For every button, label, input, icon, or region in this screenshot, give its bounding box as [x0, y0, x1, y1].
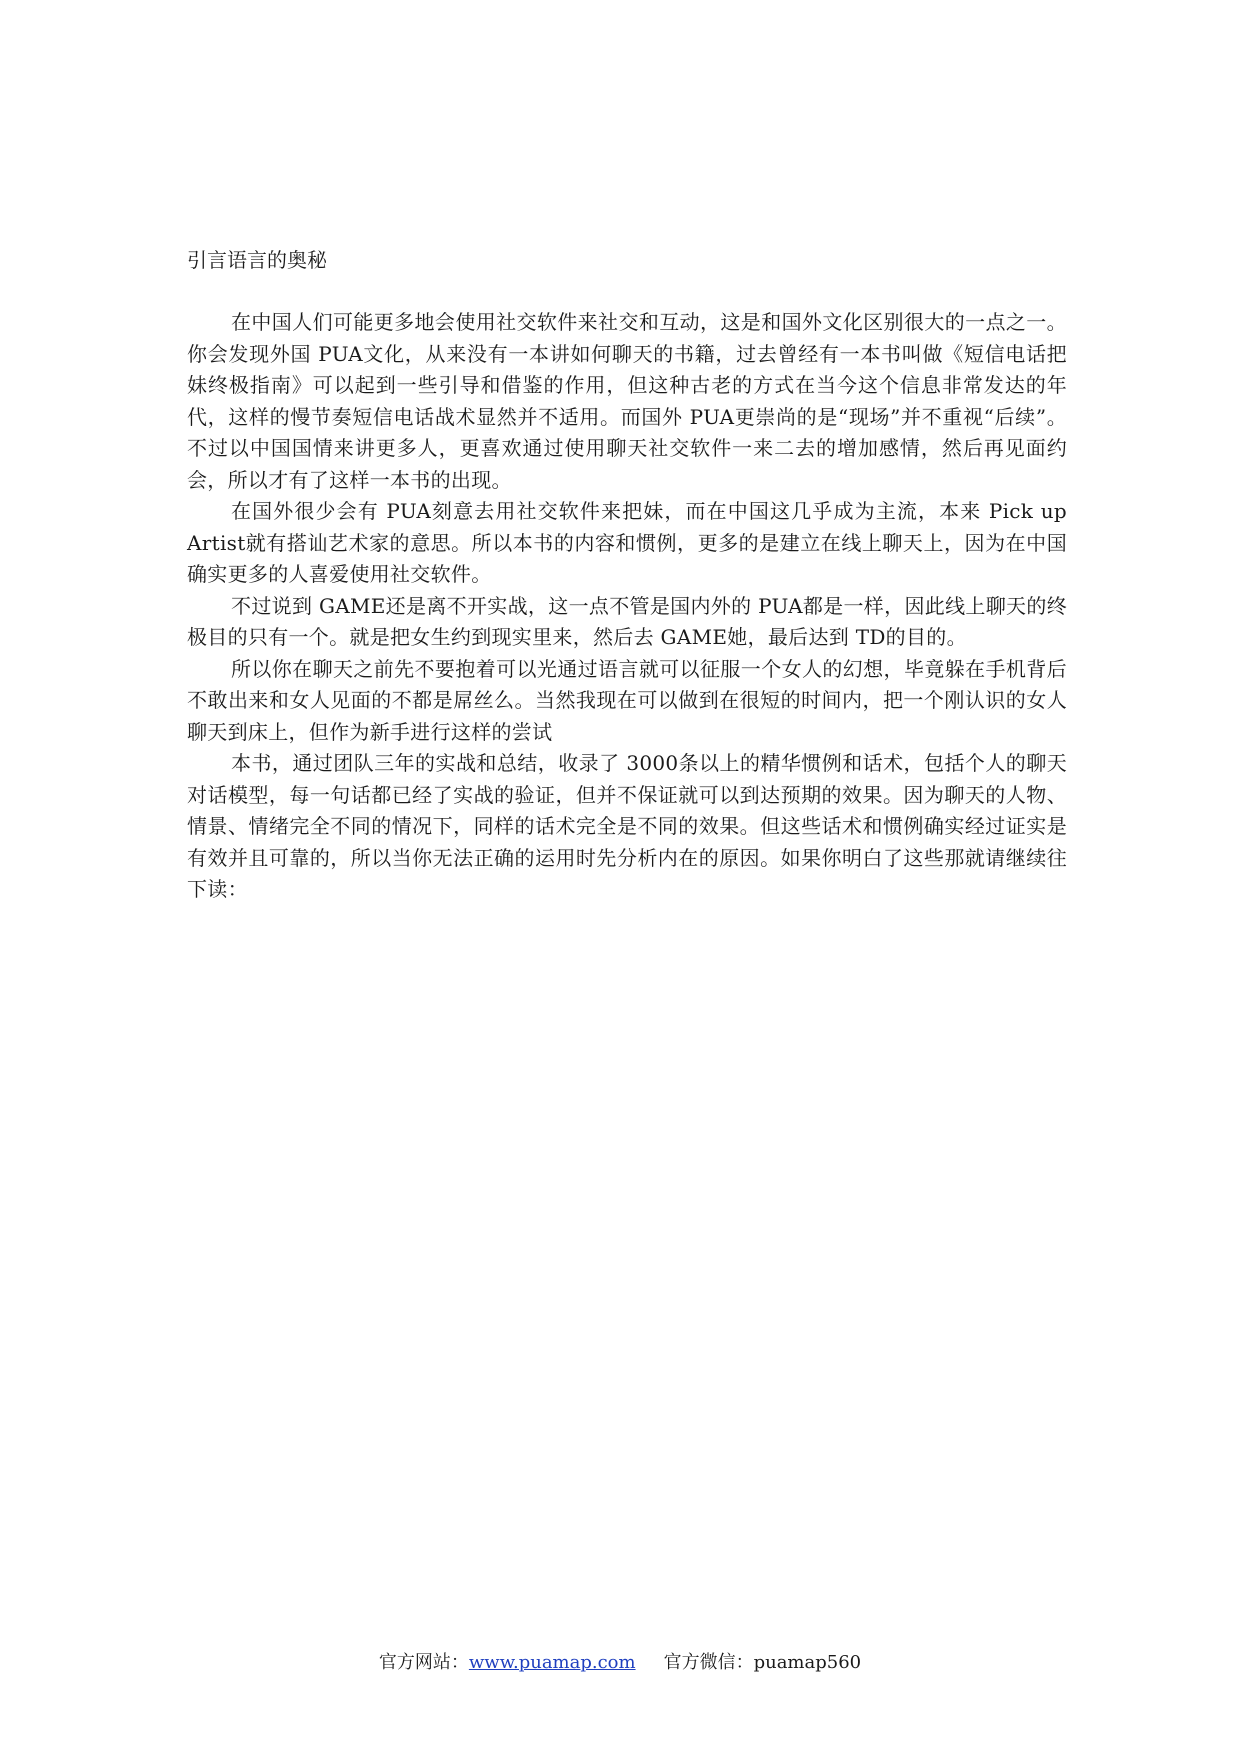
document-body [187, 307, 1067, 906]
wechat-label: 官方微信： [663, 1652, 754, 1673]
chapter-title: 引言语言的奥秘 [187, 248, 327, 272]
page-footer [0, 1650, 1240, 1676]
paragraph-2: 在国外很少会有 PUA刻意去用社交软件来把妹，而在中国这几乎成为主流，本来 Pick up Artist就有搭讪艺术家的意思。所以本书的内容和惯例，更多的是建立在线上聊天上，因为在中国确实更多的人喜爱使用社交软件。 [187, 499, 1067, 586]
site-label: 官方网站： [378, 1652, 469, 1673]
paragraph-5: 本书，通过团队三年的实战和总结，收录了 3000条以上的精华惯例和话术，包括个人的聊天对话模型，每一句话都已经了实战的验证，但并不保证就可以到达预期的效果。因为聊天的人物、情景、情绪完全不同的情况下，同样的话术完全是不同的效果。但这些话术和惯例确实经过证实是有效并且可靠的，所以当你无法正确的运用时先分析内在的原因。如果你明白了这些那就请继续往下读： [187, 751, 1067, 901]
paragraph-4: 所以你在聊天之前先不要抱着可以光通过语言就可以征服一个女人的幻想，毕竟躲在手机背后不敢出来和女人见面的不都是屌丝么。当然我现在可以做到在很短的时间内，把一个刚认识的女人聊天到床上，但作为新手进行这样的尝试 [187, 656, 1067, 744]
paragraph-3: 不过说到 GAME还是离不开实战，这一点不管是国内外的 PUA都是一样，因此线上聊天的终极目的只有一个。就是把女生约到现实里来，然后去 GAME她，最后达到 TD的目的。 [187, 593, 1067, 649]
paragraph-1: 在中国人们可能更多地会使用社交软件来社交和互动，这是和国外文化区别很大的一点之一。你会发现外国 PUA文化，从来没有一本讲如何聊天的书籍，过去曾经有一本书叫做《短信电话把妹终极指南》可以起到一些引导和借鉴的作用，但这种古老的方式在当今这个信息非常发达的年代，这样的慢节奏短信电话战术显然并不适用。而国外 PUA更崇尚的是“现场”并不重视“后续”。不过以中国国情来讲更多人，更喜欢通过使用聊天社交软件一来二去的增加感情，然后再见面约会，所以才有了这样一本书的出现。 [187, 310, 1068, 492]
wechat-id: puamap560 [753, 1652, 862, 1673]
site-link[interactable]: www.puamap.com [468, 1652, 636, 1673]
